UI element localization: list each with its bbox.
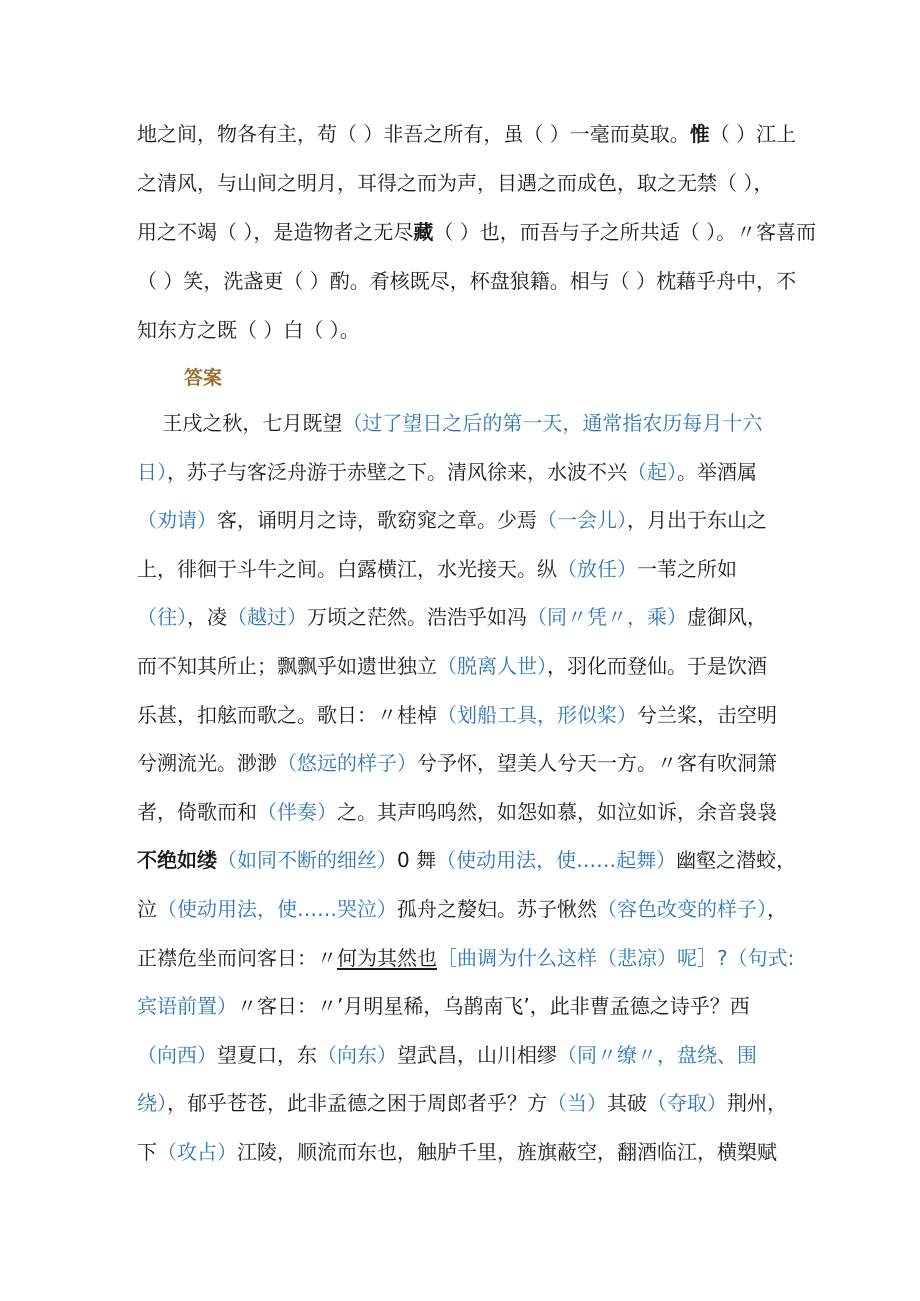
exercise-line — [137, 218, 817, 246]
body-text: （ ）江上 — [709, 122, 797, 146]
annotation-text: （同〃缭〃，盘绕、围 — [557, 1042, 757, 1067]
body-text: 其破 — [607, 1091, 647, 1116]
answer-line — [137, 895, 797, 923]
answer-line — [137, 652, 797, 680]
body-text: 一苇之所如 — [637, 556, 737, 581]
body-text: ，郁乎苍苍，此非孟德之困于周郎者乎？方 — [167, 1091, 547, 1116]
answer-line — [137, 1138, 797, 1166]
annotation-text: （伴奏） — [257, 799, 337, 824]
annotation-text: （当） — [547, 1091, 607, 1116]
body-text: 万顷之茫然。浩浩乎如冯 — [307, 605, 527, 630]
exercise-line — [137, 267, 797, 295]
body-text: 幽壑之潜蛟， — [676, 848, 797, 873]
answer-line — [137, 944, 797, 972]
annotation-text: （起） — [627, 459, 677, 484]
answer-line — [137, 798, 797, 826]
exercise-line — [137, 316, 797, 344]
answer-line — [137, 603, 797, 631]
emphasized-text: 不绝如缕 — [137, 848, 217, 873]
body-text: 江陵，顺流而东也，触胪千里，旌旗蔽空，翻酒临江，横槊赋 — [237, 1140, 777, 1164]
underlined-text: 何为其然也 — [337, 945, 437, 970]
annotation-text: （放任） — [557, 556, 637, 581]
body-text: 上，徘徊于斗牛之间。白露横江，水光接天。纵 — [137, 556, 557, 581]
annotation-text: ［曲调为什么这样（悲凉）呢］?（句式: — [437, 945, 795, 970]
body-text: 0 舞 — [397, 848, 437, 873]
answer-line — [137, 458, 797, 486]
annotation-text: （同〃凭〃，乘） — [527, 605, 687, 630]
answer-line — [137, 555, 797, 583]
emphasized-text: 惟 — [689, 122, 710, 146]
body-text: 泣 — [137, 897, 157, 921]
answer-line — [137, 701, 797, 729]
body-text: 虚御风， — [687, 605, 767, 630]
body-text: 者，倚歌而和 — [137, 799, 257, 824]
annotation-text: （脱离人世） — [437, 654, 547, 678]
body-text: 兮予怀，望美人兮天一方。〃客有吹洞箫 — [417, 751, 777, 776]
body-text: 下 — [137, 1140, 157, 1164]
body-text: 兮兰桨，击空明 — [637, 702, 777, 727]
emphasized-text: 藏 — [413, 220, 434, 244]
annotation-text: （使动用法，使……哭泣） — [157, 897, 397, 921]
exercise-line — [137, 120, 797, 148]
annotation-text: （如同不断的细丝） — [217, 848, 397, 873]
annotation-text: 日） — [137, 459, 167, 484]
annotation-text: （劝请） — [137, 508, 217, 533]
annotation-text: （过了望日之后的第一天，通常指农历每月十六 — [342, 411, 763, 435]
answer-line — [137, 992, 797, 1020]
annotation-text: （划船工具，形似桨） — [437, 702, 637, 727]
annotation-text: （往） — [137, 605, 187, 630]
annotation-text: （向西） — [137, 1042, 217, 1067]
answer-line — [137, 846, 797, 874]
annotation-text: （使动用法，使……起舞） — [436, 848, 677, 873]
annotation-text: （悠远的样子） — [277, 751, 417, 776]
body-text: 用之不竭（ ），是造物者之无尽 — [137, 220, 414, 244]
body-text: 乐甚，扣舷而歌之。歌日：〃桂棹 — [137, 702, 437, 727]
body-text: 兮溯流光。渺渺 — [137, 751, 277, 776]
body-text: 孤舟之嫠妇。苏子愀然 — [397, 897, 597, 921]
body-text: 之。其声呜呜然，如怨如慕，如泣如诉，余音袅袅 — [337, 799, 777, 824]
annotation-text: （容色改变的样子） — [597, 897, 767, 921]
body-text: 知东方之既（ ）白（ ）。 — [137, 318, 360, 342]
body-text: （ ）笑，洗盏更（ ）酌。肴核既尽，杯盘狼籍。相与（ ）枕藉乎舟中，不 — [137, 269, 797, 293]
body-text: 望夏口，东 — [217, 1042, 317, 1067]
exercise-line — [137, 169, 797, 197]
body-text: 正襟危坐而问客日：〃 — [137, 945, 337, 970]
annotation-text: （夺取） — [647, 1091, 727, 1116]
answer-line — [137, 506, 797, 534]
body-text: ，凌 — [187, 605, 227, 630]
body-text: 而不知其所止；飘飘乎如遗世独立 — [137, 654, 437, 678]
body-text: 。举酒属 — [677, 459, 757, 484]
body-text: 客，诵明月之诗，歌窈窕之章。少焉 — [217, 508, 537, 533]
body-text: 〃客日：〃’月明星稀，乌鹊南飞’，此非曹孟德之诗乎？西 — [237, 994, 750, 1019]
annotation-text: （越过） — [227, 605, 307, 630]
annotation-text: （一会儿） — [537, 508, 627, 533]
annotation-text: 宾语前置） — [137, 994, 237, 1019]
answer-line — [137, 1041, 797, 1069]
answer-line — [137, 1089, 797, 1117]
body-text: ， — [767, 897, 787, 921]
annotation-text: 绕） — [137, 1091, 167, 1116]
body-text: ，羽化而登仙。于是饮酒 — [547, 654, 767, 678]
body-text: ，苏子与客泛舟游于赤壁之下。清风徐来，水波不兴 — [167, 459, 627, 484]
body-text: （ ）也，而吾与子之所共适（ ）。〃客喜而 — [433, 220, 817, 244]
body-text: 荆州， — [727, 1091, 787, 1116]
annotation-text: （向东） — [317, 1042, 397, 1067]
answer-line — [137, 749, 797, 777]
body-text: ，月出于东山之 — [627, 508, 767, 533]
answer-line — [137, 409, 797, 437]
body-text: 望武昌，山川相缪 — [397, 1042, 557, 1067]
answer-heading: 答案 — [184, 367, 223, 389]
body-text: 之清风，与山间之明月，耳得之而为声，目遇之而成色，取之无禁（ ）， — [137, 171, 774, 195]
body-text: 王戌之秋，七月既望 — [137, 411, 343, 435]
annotation-text: （攻占） — [157, 1140, 237, 1164]
body-text: 地之间，物各有主，苟（ ）非吾之所有，虽（ ）一毫而莫取。 — [137, 122, 690, 146]
